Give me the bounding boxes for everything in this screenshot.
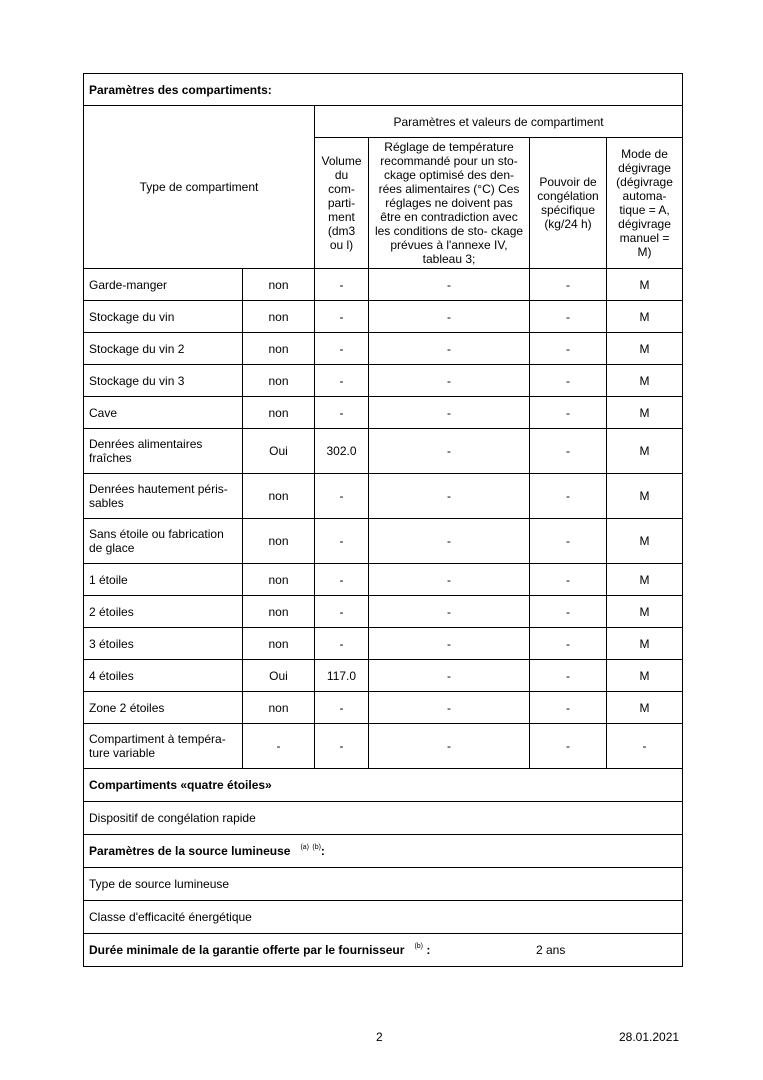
volume-cell: 302.0 [315,429,369,474]
compartment-name-cell: Garde-manger [84,269,243,301]
light-source-title-text: Paramètres de la source lumineuse [89,844,291,858]
compartment-name-cell: Denrées alimentaires fraîches [84,429,243,474]
presence-cell: Oui [243,660,315,692]
defrost-mode-cell: - [607,724,683,769]
presence-cell: Oui [243,429,315,474]
freezing-capacity-cell: - [530,724,607,769]
freezing-capacity-cell: - [530,397,607,429]
compartment-row [84,628,683,660]
compartment-name-cell: Cave [84,397,243,429]
light-source-type-label: Type de source lumineuse [84,868,683,901]
defrost-mode-cell: M [607,519,683,564]
warranty-label: Durée minimale de la garantie offerte par le fournisseur [89,943,405,957]
compartment-name-cell: 1 étoile [84,564,243,596]
volume-cell: - [315,596,369,628]
temperature-cell: - [369,692,530,724]
compartment-row [84,724,683,769]
defrost-mode-cell: M [607,692,683,724]
presence-cell: - [243,724,315,769]
temperature-cell: - [369,429,530,474]
volume-cell: - [315,365,369,397]
temperature-cell: - [369,564,530,596]
light-source-title [84,835,683,868]
parameters-group-header: Paramètres et valeurs de compartiment [315,106,683,138]
compartment-type-header: Type de compartiment [84,106,315,269]
defrost-mode-cell: M [607,596,683,628]
temperature-cell: - [369,269,530,301]
defrost-mode-cell: M [607,365,683,397]
defrost-mode-cell: M [607,628,683,660]
compartment-row [84,429,683,474]
presence-cell: non [243,519,315,564]
presence-cell: non [243,397,315,429]
warranty-colon: : [423,943,431,957]
volume-cell: - [315,269,369,301]
compartment-name-cell: Stockage du vin 2 [84,333,243,365]
compartment-name-cell: Compartiment à tempéra- ture variable [84,724,243,769]
compartment-name-cell: Denrées hautement péris- sables [84,474,243,519]
volume-cell: - [315,333,369,365]
freezing-capacity-cell: - [530,628,607,660]
presence-cell: non [243,628,315,660]
temperature-cell: - [369,519,530,564]
freezing-capacity-cell: - [530,429,607,474]
defrost-mode-cell: M [607,660,683,692]
compartment-row [84,519,683,564]
section-title: Paramètres des compartiments: [84,74,683,106]
compartment-row [84,564,683,596]
freezing-capacity-header: Pouvoir de congélation spécifique (kg/24 h) [530,138,607,269]
compartment-name-cell: Zone 2 étoiles [84,692,243,724]
volume-cell: - [315,692,369,724]
compartment-row [84,474,683,519]
presence-cell: non [243,564,315,596]
compartment-row [84,596,683,628]
defrost-mode-cell: M [607,301,683,333]
volume-cell: - [315,474,369,519]
temperature-cell: - [369,628,530,660]
volume-header: Volume du com- parti- ment (dm3 ou l) [315,138,369,269]
page-number: 2 [376,1030,383,1044]
compartment-row [84,397,683,429]
warranty-value: 2 ans [536,943,566,957]
defrost-mode-cell: M [607,333,683,365]
volume-cell: - [315,301,369,333]
defrost-mode-cell: M [607,397,683,429]
volume-cell: - [315,519,369,564]
freezing-capacity-cell: - [530,564,607,596]
compartment-name-cell: 3 étoiles [84,628,243,660]
presence-cell: non [243,301,315,333]
volume-cell: - [315,724,369,769]
compartment-parameters-table [83,73,683,967]
defrost-mode-cell: M [607,474,683,519]
freezing-capacity-cell: - [530,692,607,724]
compartment-row [84,333,683,365]
temperature-cell: - [369,397,530,429]
freezing-capacity-cell: - [530,365,607,397]
presence-cell: non [243,692,315,724]
temperature-cell: - [369,724,530,769]
defrost-mode-cell: M [607,564,683,596]
compartment-name-cell: 4 étoiles [84,660,243,692]
footnote-b: (b) [312,844,321,851]
document-date: 28.01.2021 [619,1030,680,1044]
compartment-name-cell: Stockage du vin [84,301,243,333]
footnote-a: (a) [300,844,310,851]
freezing-capacity-cell: - [530,660,607,692]
presence-cell: non [243,333,315,365]
temperature-cell: - [369,301,530,333]
temperature-cell: - [369,660,530,692]
compartment-name-cell: Stockage du vin 3 [84,365,243,397]
light-source-colon: : [320,844,325,858]
four-star-compartments-title: Compartiments «quatre étoiles» [84,769,683,802]
freezing-capacity-cell: - [530,269,607,301]
freezing-capacity-cell: - [530,519,607,564]
defrost-mode-header: Mode de dégivrage (dégivrage automa- tique = A, dégivrage manuel = M) [607,138,683,269]
compartment-row [84,365,683,397]
warranty-footnote: (b) [414,943,424,950]
presence-cell: non [243,474,315,519]
defrost-mode-cell: M [607,429,683,474]
compartment-row [84,660,683,692]
presence-cell: non [243,365,315,397]
volume-cell: - [315,628,369,660]
temperature-cell: - [369,596,530,628]
compartment-row [84,301,683,333]
freezing-capacity-cell: - [530,333,607,365]
temperature-cell: - [369,365,530,397]
compartment-name-cell: Sans étoile ou fabrication de glace [84,519,243,564]
rapid-freeze-label: Dispositif de congélation rapide [84,802,683,835]
temperature-cell: - [369,474,530,519]
presence-cell: non [243,269,315,301]
compartment-row [84,692,683,724]
temperature-cell: - [369,333,530,365]
defrost-mode-cell: M [607,269,683,301]
volume-cell: - [315,564,369,596]
temperature-header: Réglage de température recommandé pour un sto- ckage optimisé des den- rées alimentaires (°C) Ces réglages ne doivent pas être en contradiction avec les conditions de sto- ckage prévues à l'annexe IV, tableau 3; [369,138,530,269]
volume-cell: 117.0 [315,660,369,692]
compartment-row [84,269,683,301]
presence-cell: non [243,596,315,628]
volume-cell: - [315,397,369,429]
compartment-name-cell: 2 étoiles [84,596,243,628]
warranty-row [84,934,683,967]
freezing-capacity-cell: - [530,474,607,519]
freezing-capacity-cell: - [530,596,607,628]
energy-efficiency-class-label: Classe d'efficacité énergétique [84,901,683,934]
freezing-capacity-cell: - [530,301,607,333]
